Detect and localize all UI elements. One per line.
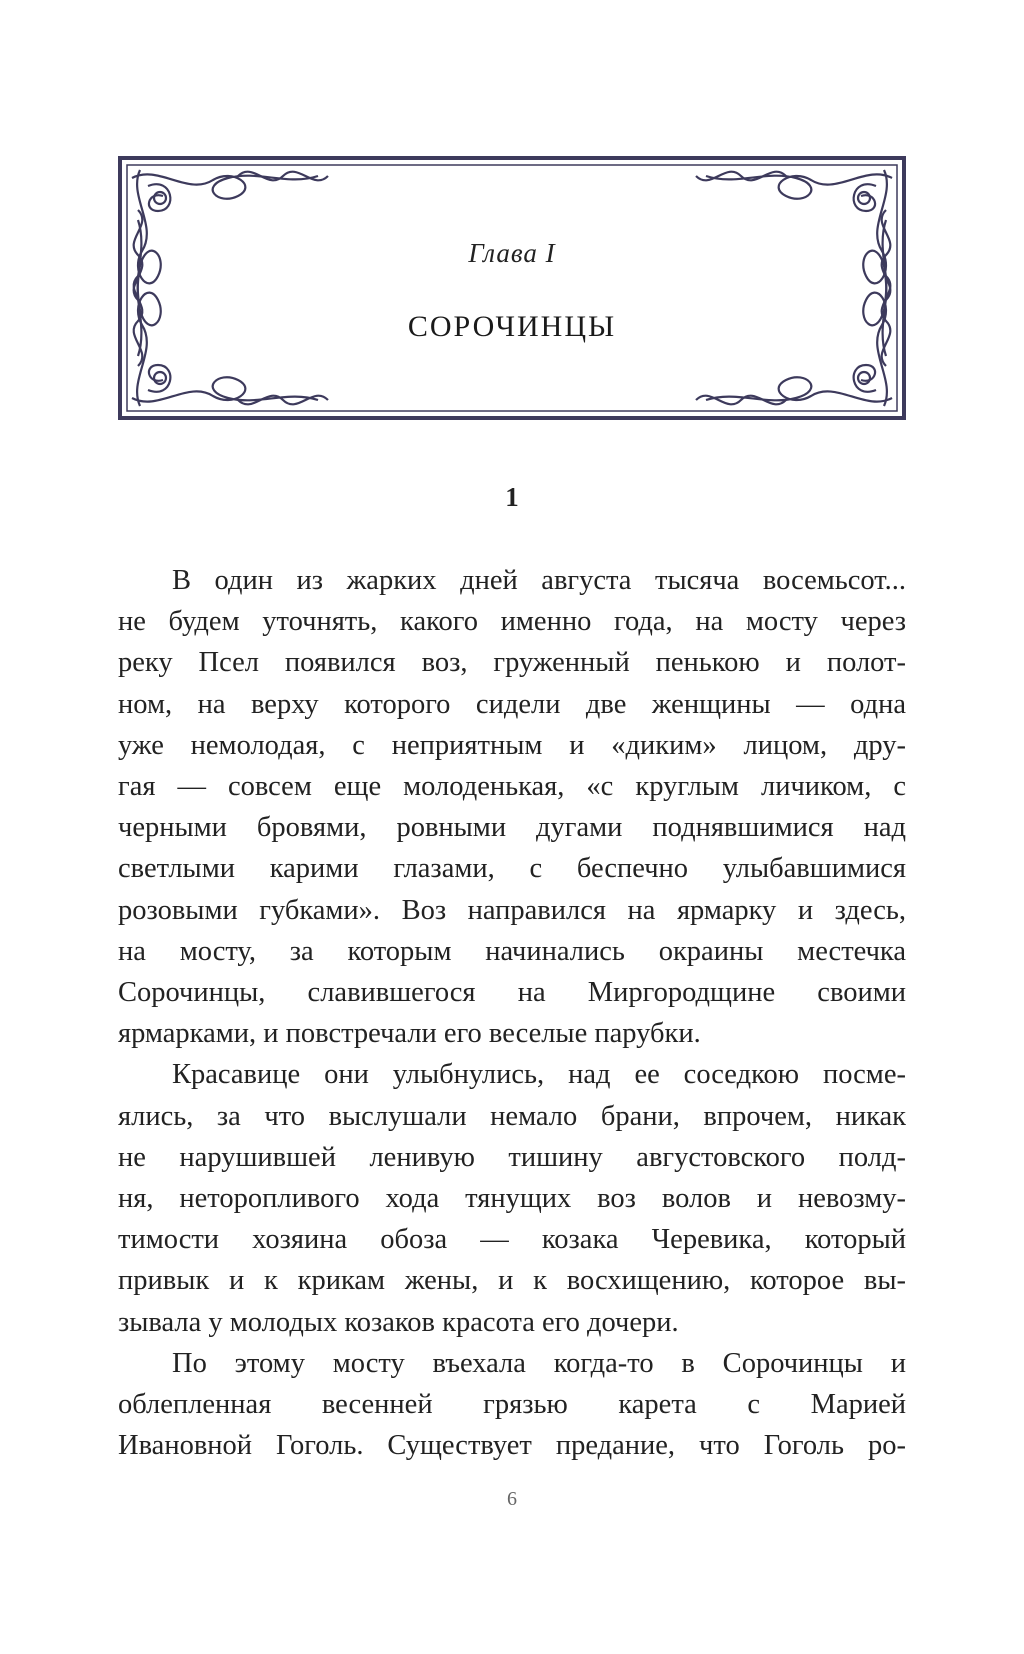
text-line: облепленная весенней грязью карета с Марией [118, 1389, 906, 1421]
chapter-frame [118, 156, 906, 420]
body-text [118, 560, 906, 1466]
chapter-title: СОРОЧИНЦЫ [407, 310, 617, 343]
text-line: черными бровями, ровными дугами поднявшимися над [118, 812, 906, 844]
text-line: По этому мосту въехала когда-то в Сорочинцы и [172, 1347, 906, 1379]
ornamental-border [118, 156, 906, 420]
text-line: не нарушившей ленивую тишину августовского полд- [118, 1141, 906, 1173]
text-line: не будем уточнять, какого именно года, на мосту через [118, 606, 906, 638]
section-number: 1 [505, 482, 519, 512]
text-line: реку Псел появился воз, груженный пенькою и полот- [118, 647, 906, 679]
text-line: зывала у молодых козаков красота его дочери. [118, 1306, 679, 1338]
chapter-label: Глава I [468, 238, 556, 268]
text-line: В один из жарких дней августа тысяча восемьсот... [172, 565, 906, 596]
page-number: 6 [507, 1488, 517, 1510]
text-line: Сорочинцы, славившегося на Миргородщине своими [118, 977, 906, 1009]
text-line: Красавице они улыбнулись, над ее соседкою посме- [172, 1059, 906, 1091]
text-line: ялись, за что выслушали немало брани, впрочем, никак [118, 1100, 906, 1132]
text-line: Ивановной Гоголь. Существует предание, что Гоголь ро- [118, 1430, 906, 1462]
text-line: ярмарками, и повстречали его веселые парубки. [118, 1018, 701, 1050]
text-line: на мосту, за которым начинались окраины местечка [118, 935, 906, 967]
text-line: привык и к крикам жены, и к восхищению, которое вы- [118, 1265, 906, 1297]
text-line: розовыми губками». Воз направился на ярмарку и здесь, [118, 894, 906, 926]
text-line: гая — совсем еще молоденькая, «с круглым личиком, с [118, 771, 906, 803]
text-line: тимости хозяина обоза — козака Черевика, который [118, 1224, 906, 1256]
text-line: светлыми карими глазами, с беспечно улыбавшимися [118, 853, 906, 885]
text-line: уже немолодая, с неприятным и «диким» лицом, дру- [118, 729, 906, 761]
text-line: ня, неторопливого хода тянущих воз волов и невозму- [118, 1183, 906, 1215]
text-line: ном, на верху которого сидели две женщины — одна [118, 688, 906, 720]
